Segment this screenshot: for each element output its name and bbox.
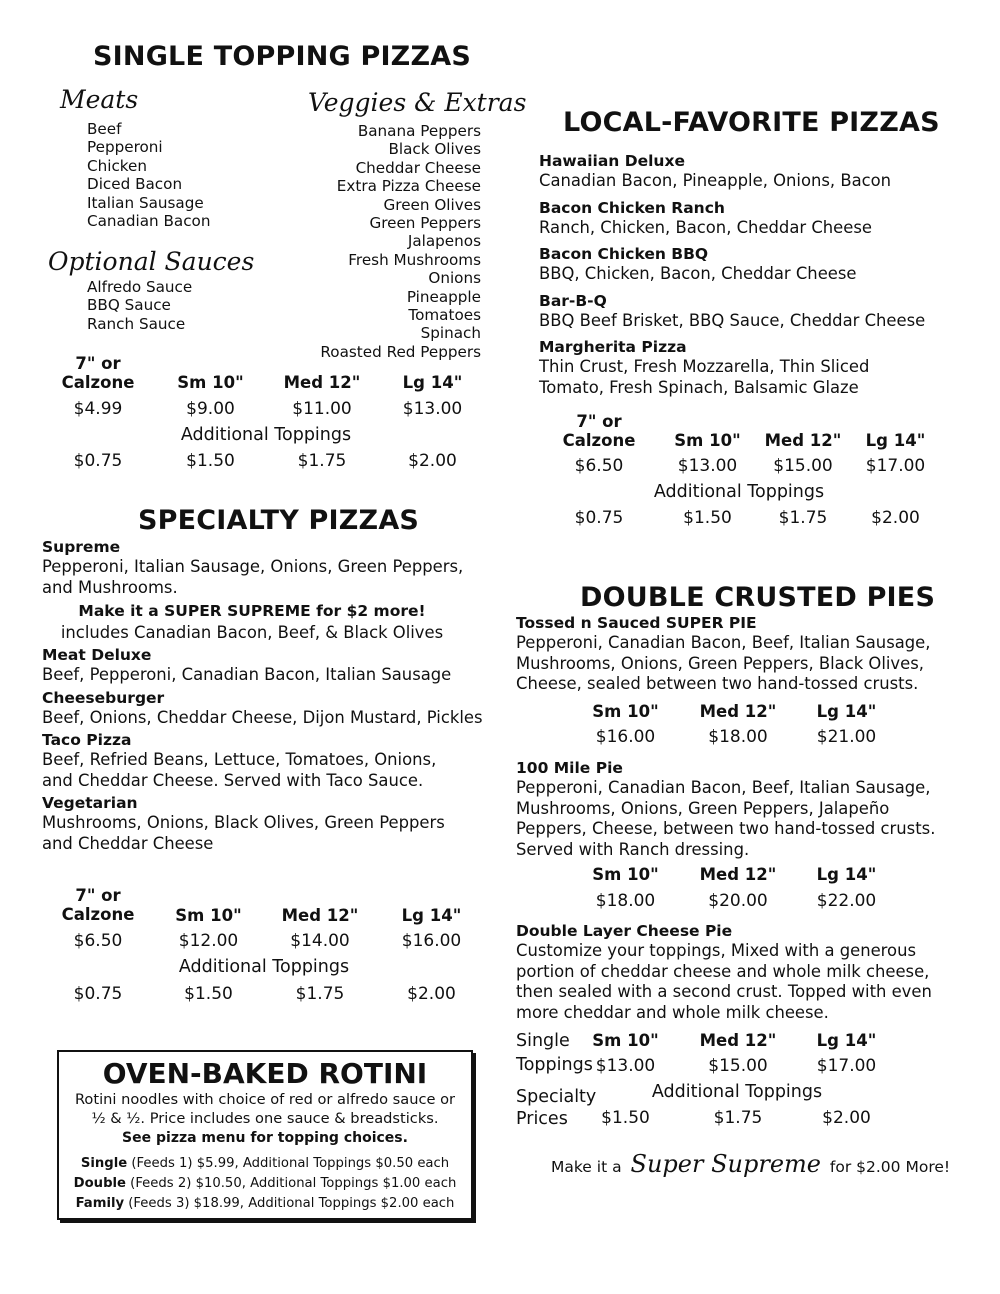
size-header-sm: Sm 10" xyxy=(674,431,741,450)
rotini-option xyxy=(59,1154,471,1174)
rotini-option xyxy=(59,1194,471,1214)
rotini-option-name: Double xyxy=(73,1176,126,1191)
specialty-desc: Beef, Onions, Cheddar Cheese, Dijon Mustard, Pickles xyxy=(42,707,483,727)
size-header-7in: 7" or Calzone xyxy=(61,354,135,392)
price-sm: $12.00 xyxy=(178,931,239,951)
toppings-label: Toppings xyxy=(516,1055,593,1075)
price-sm: $18.00 xyxy=(595,891,656,911)
pie-name: 100 Mile Pie xyxy=(516,759,623,777)
specialty-name: Vegetarian xyxy=(42,794,138,812)
price-lg: $13.00 xyxy=(402,399,463,419)
price-lg: $17.00 xyxy=(816,1056,877,1076)
super-supreme-desc: includes Canadian Bacon, Beef, & Black Olives xyxy=(60,623,444,642)
pie-name: Double Layer Cheese Pie xyxy=(516,922,733,940)
local-favorite-name: Bacon Chicken Ranch xyxy=(539,198,725,217)
size-header-7in: 7" or Calzone xyxy=(562,412,636,450)
price-7in: $6.50 xyxy=(73,931,123,951)
meat-item: Italian Sausage xyxy=(87,193,204,212)
size-header-lg: Lg 14" xyxy=(816,865,877,884)
specialty-label: Specialty xyxy=(516,1087,597,1107)
specialty-title: SPECIALTY PIZZAS xyxy=(138,505,420,536)
price-sm: $13.00 xyxy=(595,1056,656,1076)
size-header-lg: Lg 14" xyxy=(865,431,926,450)
rotini-option-detail: (Feeds 1) $5.99, Additional Toppings $0.50 each xyxy=(127,1156,450,1171)
price-med: $14.00 xyxy=(290,931,350,951)
local-favorite-desc: Canadian Bacon, Pineapple, Onions, Bacon xyxy=(539,171,892,190)
veggie-item: Spinach xyxy=(420,324,481,343)
double-crusted-title: DOUBLE CRUSTED PIES xyxy=(580,582,936,613)
local-favorite-name: Margherita Pizza xyxy=(539,338,687,356)
addl-price-sm: $1.50 xyxy=(683,508,732,528)
veggie-item: Extra Pizza Cheese xyxy=(336,177,481,196)
local-favorite-list xyxy=(539,152,959,398)
price-sm: $13.00 xyxy=(677,456,738,476)
meat-item: Chicken xyxy=(87,156,148,175)
rotini-desc-line2: ½ & ½. Price includes one sauce & breadsticks. xyxy=(91,1110,439,1127)
veggie-item: Black Olives xyxy=(388,140,481,159)
price-sm: $16.00 xyxy=(595,727,656,747)
specialty-list xyxy=(42,538,492,854)
size-header-lg: Lg 14" xyxy=(401,906,462,925)
single-label: Single xyxy=(516,1031,570,1051)
rotini-box xyxy=(57,1050,473,1220)
sauce-item: BBQ Sauce xyxy=(87,296,171,315)
veggie-item: Cheddar Cheese xyxy=(355,158,481,177)
addl-price-med: $1.75 xyxy=(297,451,347,471)
pie-desc: Customize your toppings, Mixed with a generous portion of cheddar cheese and whole milk cheese, then sealed with a second crust. Topped with even more cheddar and whole milk cheese. xyxy=(516,941,932,1022)
veggie-item: Tomatoes xyxy=(408,306,481,325)
meats-list xyxy=(87,120,210,230)
price-lg: $16.00 xyxy=(401,931,462,951)
sauces-list xyxy=(87,278,192,333)
mile-pie xyxy=(516,759,956,860)
veggie-item: Pineapple xyxy=(406,287,481,306)
addl-price-lg: $2.00 xyxy=(871,508,920,528)
veggies-list xyxy=(290,122,481,361)
veggie-item: Banana Peppers xyxy=(357,122,481,140)
meat-item: Pepperoni xyxy=(87,138,163,157)
price-med: $11.00 xyxy=(292,399,352,419)
veggies-heading: Veggies & Extras xyxy=(308,88,527,117)
price-7in: $6.50 xyxy=(574,456,624,476)
pie-desc: Pepperoni, Canadian Bacon, Beef, Italian Sausage, Mushrooms, Onions, Green Peppers, Jalapeño Peppers, Cheese, between two hand-tossed crusts. Served with Ranch dressing. xyxy=(516,778,936,859)
price-lg: $22.00 xyxy=(816,891,877,911)
addl-price-med: $1.75 xyxy=(295,984,345,1004)
local-favorite-title: LOCAL-FAVORITE PIZZAS xyxy=(563,107,940,138)
specialty-name: Meat Deluxe xyxy=(42,646,152,664)
rotini-desc-line1: Rotini noodles with choice of red or alfredo sauce or xyxy=(74,1091,456,1108)
local-favorite-desc: BBQ Beef Brisket, BBQ Sauce, Cheddar Cheese xyxy=(539,310,926,330)
local-favorite-name: Bar-B-Q xyxy=(539,291,607,310)
specialty-desc: Mushrooms, Onions, Black Olives, Green Peppers and Cheddar Cheese xyxy=(42,813,445,853)
size-header-med: Med 12" xyxy=(699,1031,777,1050)
meats-heading: Meats xyxy=(60,85,139,114)
rotini-option-name: Family xyxy=(75,1196,125,1211)
additional-toppings-label: Additional Toppings xyxy=(180,425,352,445)
additional-toppings-label: Additional Toppings xyxy=(178,957,350,977)
specialty-desc: Pepperoni, Italian Sausage, Onions, Green Peppers, and Mushrooms. xyxy=(42,557,464,597)
sauce-item: Alfredo Sauce xyxy=(87,278,193,296)
footer-pre: Make it a xyxy=(551,1158,622,1176)
rotini-option-name: Single xyxy=(80,1156,128,1171)
addl-price-med: $1.75 xyxy=(713,1108,763,1128)
prices-label: Prices xyxy=(516,1109,568,1129)
addl-price-lg: $2.00 xyxy=(822,1108,871,1128)
rotini-option xyxy=(59,1174,471,1194)
footer-post: for $2.00 More! xyxy=(829,1158,951,1176)
price-7in: $4.99 xyxy=(73,399,123,419)
veggie-item: Onions xyxy=(428,269,481,288)
size-header-med: Med 12" xyxy=(764,431,842,450)
rotini-see-menu: See pizza menu for topping choices. xyxy=(122,1130,408,1146)
specialty-desc: Beef, Pepperoni, Canadian Bacon, Italian Sausage xyxy=(42,665,452,684)
price-lg: $21.00 xyxy=(816,727,877,747)
price-sm: $9.00 xyxy=(186,399,235,419)
specialty-name: Cheeseburger xyxy=(42,688,165,707)
size-header-med: Med 12" xyxy=(699,702,777,721)
local-favorite-desc: BBQ, Chicken, Bacon, Cheddar Cheese xyxy=(539,264,857,283)
specialty-desc: Beef, Refried Beans, Lettuce, Tomatoes, Onions, and Cheddar Cheese. Served with Taco Sauce. xyxy=(42,750,437,790)
addl-price-7in: $0.75 xyxy=(574,508,624,528)
price-med: $15.00 xyxy=(708,1056,768,1076)
sauce-item: Ranch Sauce xyxy=(87,314,186,333)
meat-item: Diced Bacon xyxy=(87,175,183,194)
price-med: $18.00 xyxy=(708,727,768,747)
addl-price-sm: $1.50 xyxy=(601,1108,650,1128)
veggie-item: Green Peppers xyxy=(369,214,481,233)
additional-toppings-label: Additional Toppings xyxy=(653,482,825,502)
sauces-heading: Optional Sauces xyxy=(48,247,255,276)
rotini-option-detail: (Feeds 3) $18.99, Additional Toppings $2.00 each xyxy=(124,1196,455,1211)
veggie-item: Roasted Red Peppers xyxy=(320,342,481,361)
super-supreme-footer xyxy=(551,1142,950,1189)
rotini-title: OVEN-BAKED ROTINI xyxy=(102,1057,428,1090)
veggie-item: Green Olives xyxy=(383,195,481,214)
addl-price-lg: $2.00 xyxy=(408,451,457,471)
single-topping-title: SINGLE TOPPING PIZZAS xyxy=(93,41,471,72)
size-header-sm: Sm 10" xyxy=(592,1031,659,1050)
size-header-sm: Sm 10" xyxy=(592,865,659,884)
addl-price-med: $1.75 xyxy=(778,508,828,528)
addl-price-sm: $1.50 xyxy=(184,984,233,1004)
size-header-lg: Lg 14" xyxy=(816,702,877,721)
price-med: $20.00 xyxy=(708,891,768,911)
local-favorite-name: Bacon Chicken BBQ xyxy=(539,245,709,263)
pie-name: Tossed n Sauced SUPER PIE xyxy=(516,614,757,632)
specialty-name: Supreme xyxy=(42,538,121,556)
addl-price-7in: $0.75 xyxy=(73,451,123,471)
veggie-item: Fresh Mushrooms xyxy=(348,250,481,269)
meat-item: Beef xyxy=(87,120,122,138)
size-header-lg: Lg 14" xyxy=(402,373,463,392)
meat-item: Canadian Bacon xyxy=(87,212,211,231)
cheese-pie xyxy=(516,922,956,1023)
size-header-lg: Lg 14" xyxy=(816,1031,877,1050)
size-header-med: Med 12" xyxy=(283,373,361,392)
size-header-sm: Sm 10" xyxy=(592,702,659,721)
size-header-med: Med 12" xyxy=(699,865,777,884)
price-lg: $17.00 xyxy=(865,456,926,476)
addl-price-lg: $2.00 xyxy=(407,984,456,1004)
veggie-item: Jalapenos xyxy=(407,232,481,251)
size-header-sm: Sm 10" xyxy=(175,906,242,925)
super-supreme-line: Make it a SUPER SUPREME for $2 more! xyxy=(78,602,426,620)
price-med: $15.00 xyxy=(773,456,833,476)
footer-script: Super Supreme xyxy=(630,1150,821,1178)
rotini-option-detail: (Feeds 2) $10.50, Additional Toppings $1.00 each xyxy=(125,1176,457,1191)
specialty-name: Taco Pizza xyxy=(42,731,132,749)
additional-toppings-label: Additional Toppings xyxy=(651,1082,823,1102)
super-pie xyxy=(516,614,956,695)
addl-price-sm: $1.50 xyxy=(186,451,235,471)
size-header-7in: 7" or Calzone xyxy=(61,886,135,924)
size-header-med: Med 12" xyxy=(281,906,359,925)
local-favorite-desc: Ranch, Chicken, Bacon, Cheddar Cheese xyxy=(539,217,872,237)
size-header-sm: Sm 10" xyxy=(177,373,244,392)
pie-desc: Pepperoni, Canadian Bacon, Beef, Italian Sausage, Mushrooms, Onions, Green Peppers, Black Olives, Cheese, sealed between two hand-tossed crusts. xyxy=(516,633,931,693)
addl-price-7in: $0.75 xyxy=(73,984,123,1004)
local-favorite-name: Hawaiian Deluxe xyxy=(539,152,685,170)
local-favorite-desc: Thin Crust, Fresh Mozzarella, Thin Sliced Tomato, Fresh Spinach, Balsamic Glaze xyxy=(539,357,870,397)
